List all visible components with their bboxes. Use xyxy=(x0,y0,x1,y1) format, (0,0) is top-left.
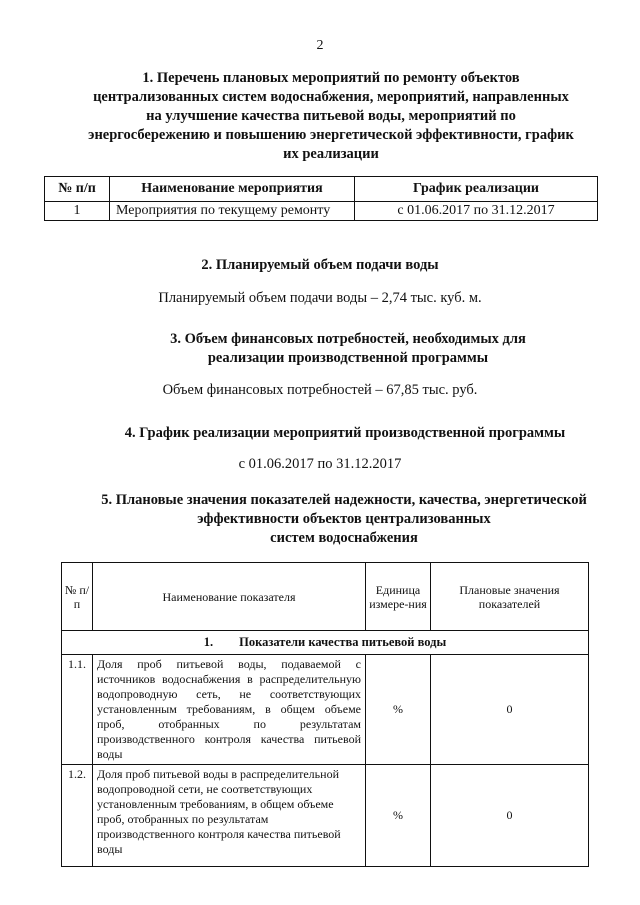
row-indicator: Доля проб питьевой воды в распределительной водопроводной сети, не соответствующих установленным требованиям, в общем объеме проб, отобранных по результатам производственного контроля качества питьевой воды xyxy=(93,765,366,867)
section5-title-line1: 5. Плановые значения показателей надежности, качества, энергетической xyxy=(101,492,587,508)
table-row xyxy=(62,655,589,765)
col-num-header: № п/п xyxy=(45,177,110,202)
section5-title-line2: эффективности объектов централизованных xyxy=(197,511,491,527)
section2-text: Планируемый объем подачи воды – 2,74 тыс. куб. м. xyxy=(158,290,482,306)
section1-title: 1. Перечень плановых мероприятий по ремонту объектов централизованных систем водоснабжения, мероприятий, направленных на улучшение качества питьевой воды, мероприятий по энергосбережению и повышению энергетической эффективности, график их реализации xyxy=(88,70,574,162)
col-unit-header: Единица измере-ния xyxy=(366,563,431,631)
col-value-header: Плановые значения показателей xyxy=(431,563,589,631)
section4-title: 4. График реализации мероприятий производственной программы xyxy=(124,425,566,441)
measures-table xyxy=(44,176,598,221)
row-unit: % xyxy=(366,655,431,765)
row-num: 1.1. xyxy=(62,655,93,765)
section3-text: Объем финансовых потребностей – 67,85 тыс. руб. xyxy=(162,382,478,398)
col-indicator-header: Наименование показателя xyxy=(93,563,366,631)
col-num-header: № п/п xyxy=(62,563,93,631)
table-header-row xyxy=(62,563,589,631)
row-value: 0 xyxy=(431,765,589,867)
group-title: Показатели качества питьевой воды xyxy=(239,635,447,649)
row-indicator: Доля проб питьевой воды, подаваемой с источников водоснабжения в распределительную водопроводную сеть, не соответствующих установленным требованиям, в общем объеме проб, отобранных по результатам производственного контроля качества питьевой воды xyxy=(93,655,366,765)
section5-title-line3: систем водоснабжения xyxy=(270,530,418,546)
group-row xyxy=(62,631,589,655)
col-name-header: Наименование мероприятия xyxy=(110,177,355,202)
section2-title: 2. Планируемый объем подачи воды xyxy=(201,257,439,273)
group-title-cell xyxy=(62,631,589,655)
table-row xyxy=(45,202,598,221)
page-number: 2 xyxy=(316,38,324,53)
section4-text: с 01.06.2017 по 31.12.2017 xyxy=(238,456,402,472)
row-num: 1 xyxy=(45,202,110,221)
section5-title xyxy=(84,491,604,548)
table-row xyxy=(62,765,589,867)
col-schedule-header: График реализации xyxy=(355,177,598,202)
row-unit: % xyxy=(366,765,431,867)
section3-title: 3. Объем финансовых потребностей, необходимых для реализации производственной программы xyxy=(170,331,526,366)
group-number: 1. xyxy=(203,635,214,649)
row-schedule: с 01.06.2017 по 31.12.2017 xyxy=(355,202,598,221)
row-value: 0 xyxy=(431,655,589,765)
row-name: Мероприятия по текущему ремонту xyxy=(110,202,355,221)
indicators-table xyxy=(61,562,589,867)
row-num: 1.2. xyxy=(62,765,93,867)
table-header-row xyxy=(45,177,598,202)
